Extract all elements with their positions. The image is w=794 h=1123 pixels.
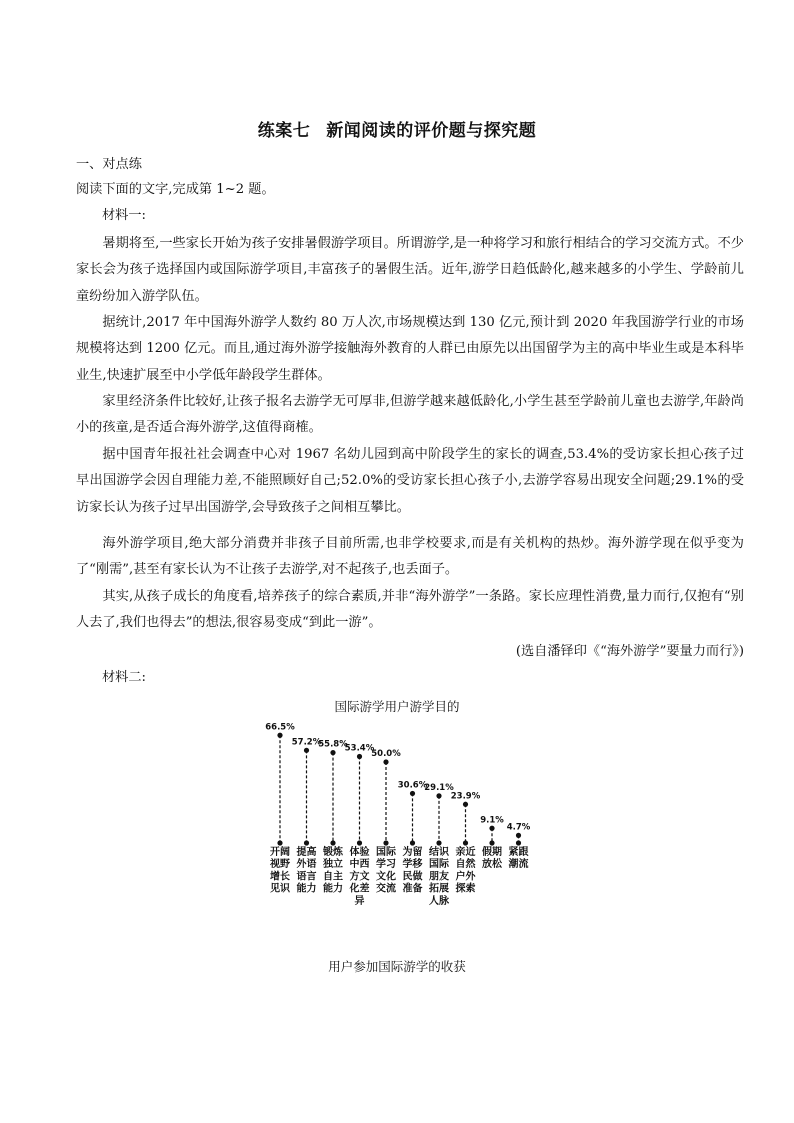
data-point-top (489, 826, 494, 831)
data-label: 29.1% (424, 782, 454, 793)
material-2-label: 材料二: (102, 670, 147, 685)
paragraph-2: 据统计,2017 年中国海外游学人数约 80 万人次,市场规模达到 130 亿元,预计到 2020 年我国游学行业的市场规模将达到 1200 亿元。而且,通过海外游学接触海外教育的人群已由原先以出国留学为主的高中毕业生或是本科毕业生,快速扩展至中小学低年龄段学生群体。 (76, 315, 744, 383)
data-point-top (410, 791, 415, 796)
chart-title: 国际游学用户游学目的 (334, 699, 460, 714)
data-point-base (516, 840, 521, 845)
paragraph-6: 其实,从孩子成长的角度看,培养孩子的综合素质,并非“海外游学”一条路。家长应理性消费,量力而行,仅抱有“别人去了,我们也得去”的想法,很容易变成“到此一游”。 (76, 589, 744, 631)
data-point-base (357, 840, 362, 845)
data-point-top (330, 750, 335, 755)
category-label: 为留学移民做准备 (402, 847, 423, 895)
purpose-chart (255, 715, 535, 955)
data-label: 30.6% (397, 780, 428, 791)
data-point-base (436, 840, 441, 845)
category-label: 体验中西方文化差异 (349, 847, 370, 907)
data-point-top (277, 733, 282, 738)
instruction-text: 阅读下面的文字,完成第 1~2 题。 (76, 182, 275, 197)
paragraph-5: 海外游学项目,绝大部分消费并非孩子目前所需,也非学校要求,而是有关机构的热炒。海外游学现在似乎变为了“刚需”,甚至有家长认为不让孩子去游学,对不起孩子,也丢面子。 (76, 536, 744, 578)
data-label: 57.2% (291, 737, 322, 748)
category-label: 提高外语语言能力 (296, 847, 317, 895)
paragraph-4: 据中国青年报社社会调查中心对 1967 名幼儿园到高中阶段学生的家长的调查,53.4%的受访家长担心孩子过早出国游学会因自理能力差,不能照顾好自己;52.0%的受访家长担心孩子小,去游学容易出现安全问题;29.1%的受访家长认为孩子过早出国游学,会导致孩子之间相互攀比。 (76, 447, 744, 515)
category-label: 假期放松 (482, 847, 502, 871)
category-label: 亲近自然户外探索 (455, 847, 476, 895)
data-point-top (304, 748, 309, 753)
source-citation: (选自潘铎印《“海外游学”要量力而行》) (515, 644, 744, 659)
data-point-top (436, 793, 441, 798)
title-part-2: 新闻阅读的评价题与探究题 (326, 121, 537, 141)
data-label: 55.8% (318, 739, 348, 750)
data-point-base (489, 840, 494, 845)
category-label: 国际学习文化交流 (376, 847, 396, 895)
data-label: 23.9% (450, 791, 481, 802)
section-heading: 一、对点练 (76, 157, 142, 172)
category-label: 锻炼独立自主能力 (323, 847, 343, 895)
paragraph-1: 暑期将至,一些家长开始为孩子安排暑假游学项目。所谓游学,是一种将学习和旅行相结合的学习交流方式。不少家长会为孩子选择国内或国际游学项目,丰富孩子的暑假生活。近年,游学日趋低龄化,越来越多的小学生、学龄前儿童纷纷加入游学队伍。 (76, 236, 744, 304)
data-point-base (304, 840, 309, 845)
data-point-base (463, 840, 468, 845)
data-point-base (330, 840, 335, 845)
data-label: 9.1% (480, 815, 504, 826)
title-part-1: 练案七 (257, 121, 311, 141)
data-point-top (357, 754, 362, 759)
data-label: 53.4% (344, 743, 375, 754)
data-point-top (383, 759, 388, 764)
category-label: 紧跟潮流 (508, 847, 529, 871)
data-point-base (277, 840, 282, 845)
material-1-label: 材料一: (102, 208, 147, 223)
data-label: 4.7% (506, 822, 531, 833)
data-point-base (383, 840, 388, 845)
paragraph-3: 家里经济条件比较好,让孩子报名去游学无可厚非,但游学越来越低龄化,小学生甚至学龄前儿童也去游学,年龄尚小的孩童,是否适合海外游学,这值得商榷。 (76, 394, 744, 436)
category-label: 结识国际朋友拓展人脉 (429, 847, 449, 907)
data-point-top (516, 833, 521, 838)
data-point-base (410, 840, 415, 845)
data-label: 50.0% (371, 749, 401, 759)
page-title (0, 116, 794, 141)
category-label: 开阔视野增长见识 (270, 847, 290, 895)
chart-caption: 用户参加国际游学的收获 (328, 959, 466, 974)
data-point-top (463, 802, 468, 807)
data-label: 66.5% (265, 722, 295, 733)
